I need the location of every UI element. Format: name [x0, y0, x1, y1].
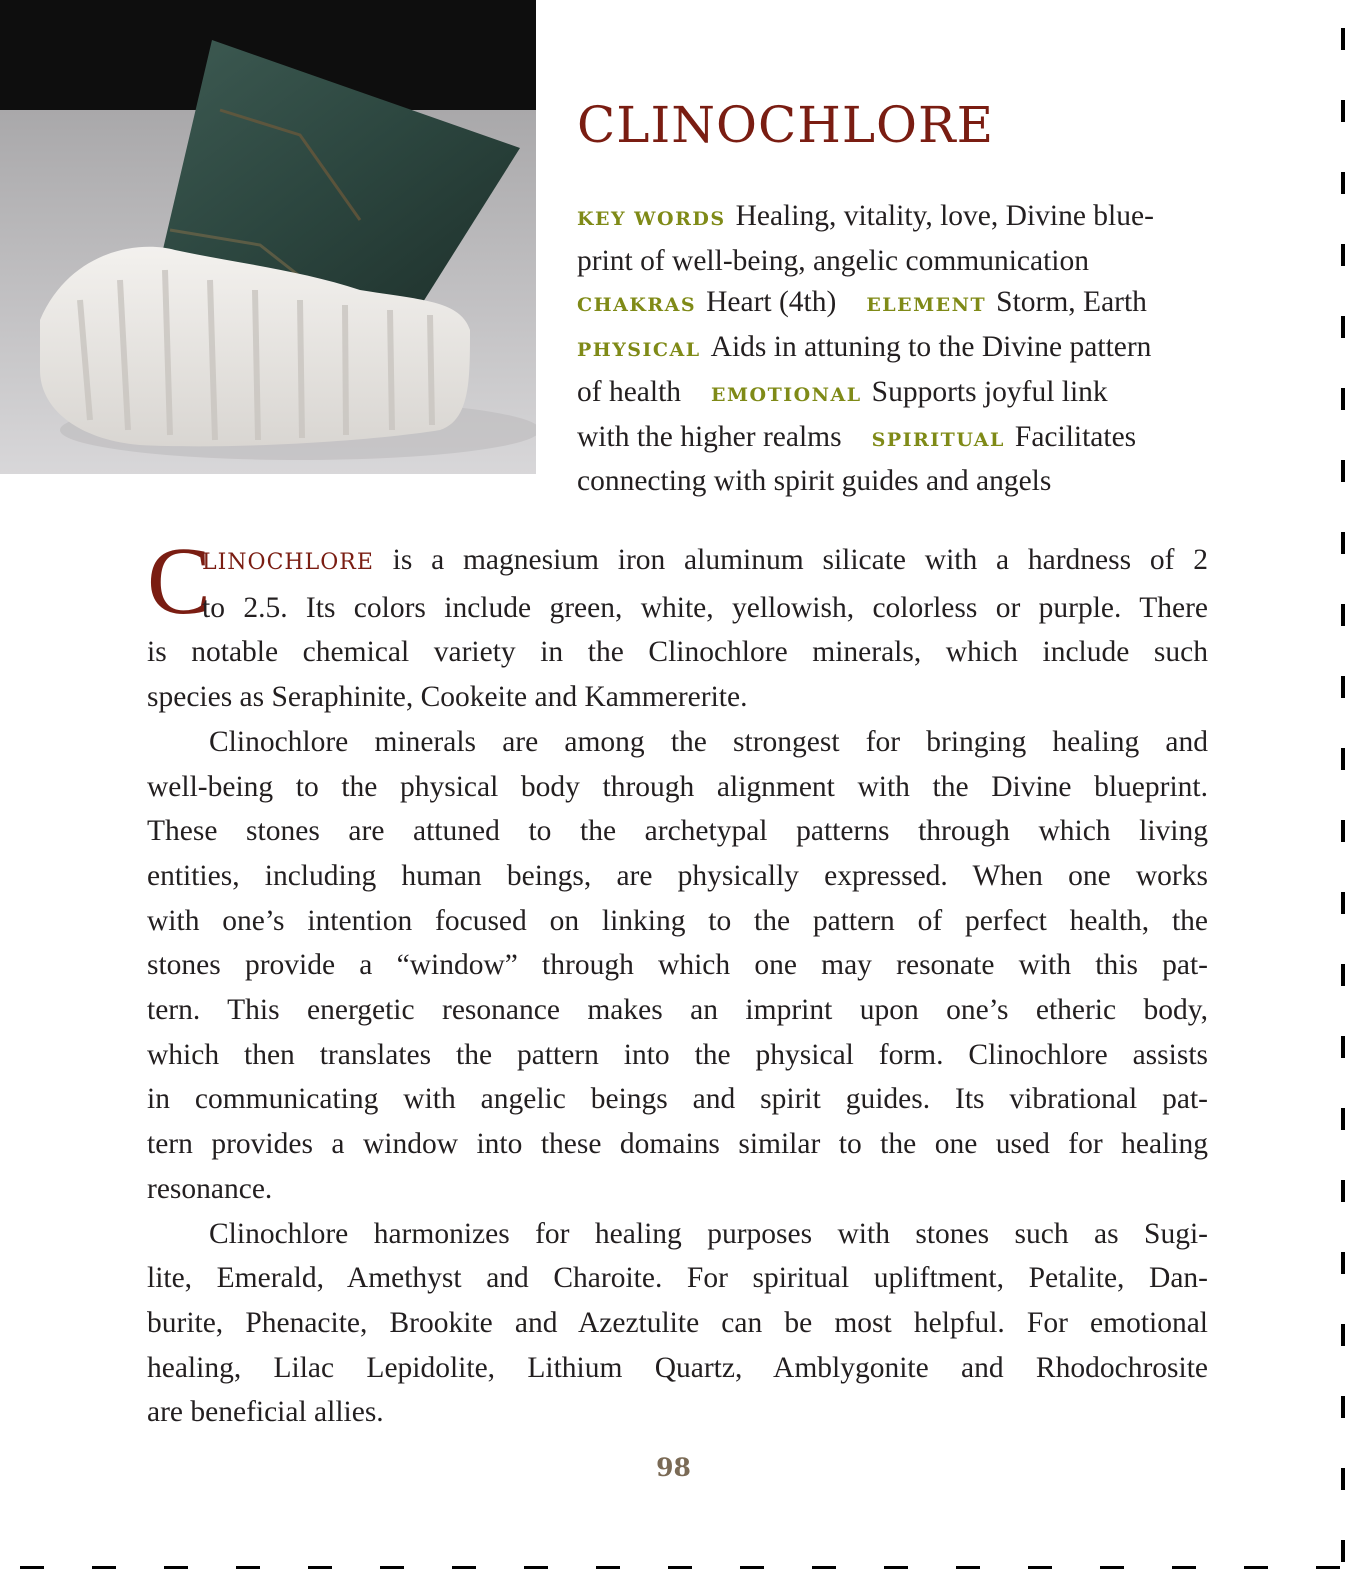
key-words-label: KEY WORDS: [577, 208, 726, 230]
crop-mark: [1341, 388, 1345, 410]
crop-mark: [1316, 1566, 1340, 1569]
physical-value-continuation: of health: [577, 375, 682, 408]
key-words-value: Healing, vitality, love, Divine blue-: [735, 200, 1154, 232]
drop-cap: C: [147, 527, 212, 634]
crop-mark: [1341, 532, 1345, 554]
crop-mark: [740, 1566, 764, 1569]
crop-mark: [1172, 1566, 1196, 1569]
crop-mark: [812, 1566, 836, 1569]
crop-mark: [380, 1566, 404, 1569]
paragraph-1-line-3: is notable chemical variety in the Clinochlore minerals, which include such: [147, 636, 1208, 669]
key-words-continuation: print of well-being, angelic communication: [577, 244, 1090, 277]
chakras-element-line: [577, 282, 1217, 327]
element-label: ELEMENT: [866, 294, 987, 317]
page-number: 98: [656, 1453, 691, 1482]
paragraph-3-line-5: are beneficial allies.: [147, 1396, 384, 1429]
crop-mark: [1341, 1468, 1345, 1490]
key-words-line: [577, 196, 1217, 241]
paragraph-2-line-10: tern provides a window into these domains similar to the one used for healing: [147, 1128, 1208, 1161]
paragraph-2-line-9: in communicating with angelic beings and spirit guides. Its vibrational pat-: [147, 1083, 1208, 1116]
paragraph-3-line-3: burite, Phenacite, Brookite and Azeztulite can be most helpful. For emotional: [147, 1306, 1208, 1339]
body-text: [147, 527, 1208, 1435]
spiritual-label: SPIRITUAL: [871, 428, 1005, 451]
crop-mark: [452, 1566, 476, 1569]
emotional-label: EMOTIONAL: [711, 383, 862, 406]
crop-mark: [1341, 172, 1345, 194]
crop-mark: [956, 1566, 980, 1569]
crop-mark: [596, 1566, 620, 1569]
page-title: CLINOCHLORE: [577, 96, 995, 154]
chakras-value: Heart (4th): [706, 286, 837, 319]
paragraph-1-line-1: LINOCHLORE is a magnesium iron aluminum silicate with a hardness of 2: [202, 544, 1208, 576]
paragraph-2-line-8: which then translates the pattern into the physical form. Clinochlore assists: [147, 1038, 1208, 1071]
crop-mark: [20, 1566, 44, 1569]
emotional-value: Supports joyful link: [871, 375, 1108, 408]
crop-mark: [308, 1566, 332, 1569]
crop-mark: [1341, 748, 1345, 770]
crop-mark: [1341, 316, 1345, 338]
chakras-label: CHAKRAS: [577, 294, 697, 317]
crop-mark: [524, 1566, 548, 1569]
crop-mark: [1341, 1252, 1345, 1274]
paragraph-2-line-11: resonance.: [147, 1172, 273, 1205]
clinochlore-photo: [0, 0, 536, 474]
crop-mark: [1341, 604, 1345, 626]
crop-mark: [1341, 1180, 1345, 1202]
paragraph-1-line-2: to 2.5. Its colors include green, white, yellowish, colorless or purple. There: [202, 591, 1208, 624]
spiritual-value: Facilitates: [1014, 420, 1137, 453]
crop-mark: [1341, 1540, 1345, 1562]
paragraph-3-line-2: lite, Emerald, Amethyst and Charoite. For spiritual upliftment, Petalite, Dan-: [147, 1262, 1208, 1295]
emotional-spiritual-line: [577, 417, 1217, 462]
crop-mark: [1028, 1566, 1052, 1569]
crop-mark: [236, 1566, 260, 1569]
crop-mark: [668, 1566, 692, 1569]
crop-mark: [1341, 1324, 1345, 1346]
emotional-value-continuation: with the higher realms: [577, 420, 842, 453]
paragraph-2-line-7: tern. This energetic resonance makes an imprint upon one’s etheric body,: [147, 994, 1208, 1027]
physical-line: [577, 327, 1217, 372]
crop-mark: [92, 1566, 116, 1569]
paragraph-2-line-5: with one’s intention focused on linking to the pattern of perfect health, the: [147, 904, 1208, 937]
paragraph-2-line-4: entities, including human beings, are physically expressed. When one works: [147, 859, 1208, 892]
physical-value: Aids in attuning to the Divine pattern: [710, 331, 1152, 364]
paragraph-2-line-2: well-being to the physical body through alignment with the Divine blueprint.: [147, 770, 1208, 803]
paragraph-1-line-4: species as Seraphinite, Cookeite and Kammererite.: [147, 681, 748, 714]
physical-emotional-line: [577, 372, 1217, 417]
paragraph-2-line-6: stones provide a “window” through which one may resonate with this pat-: [147, 949, 1208, 982]
crop-mark: [164, 1566, 188, 1569]
spiritual-continuation: connecting with spirit guides and angels: [577, 465, 1052, 498]
crop-mark: [1341, 676, 1345, 698]
crop-mark: [1341, 1108, 1345, 1130]
crop-marks-right: [1341, 0, 1347, 1572]
paragraph-2-line-3: These stones are attuned to the archetypal patterns through which living: [147, 815, 1208, 848]
crop-mark: [1341, 892, 1345, 914]
crop-mark: [1341, 964, 1345, 986]
paragraph-3-line-1: Clinochlore harmonizes for healing purposes with stones such as Sugi-: [209, 1217, 1208, 1250]
key-facts: [577, 196, 1217, 503]
paragraph-3-line-4: healing, Lilac Lepidolite, Lithium Quartz, Amblygonite and Rhodochrosite: [147, 1351, 1208, 1384]
crop-mark: [1100, 1566, 1124, 1569]
crop-mark: [1244, 1566, 1268, 1569]
crop-mark: [1341, 100, 1345, 122]
crop-marks-bottom: [0, 1566, 1347, 1572]
paragraph-2-line-1: Clinochlore minerals are among the strongest for bringing healing and: [209, 725, 1208, 758]
element-value: Storm, Earth: [996, 286, 1147, 319]
crop-mark: [1341, 28, 1345, 50]
crop-mark: [1341, 244, 1345, 266]
crop-mark: [884, 1566, 908, 1569]
clinochlore-specimen-illustration: [0, 0, 536, 474]
crop-mark: [1341, 1036, 1345, 1058]
physical-label: PHYSICAL: [577, 339, 701, 362]
crop-mark: [1341, 820, 1345, 842]
crop-mark: [1341, 1396, 1345, 1418]
crop-mark: [1341, 460, 1345, 482]
lead-smallcaps: LINOCHLORE: [202, 550, 374, 575]
